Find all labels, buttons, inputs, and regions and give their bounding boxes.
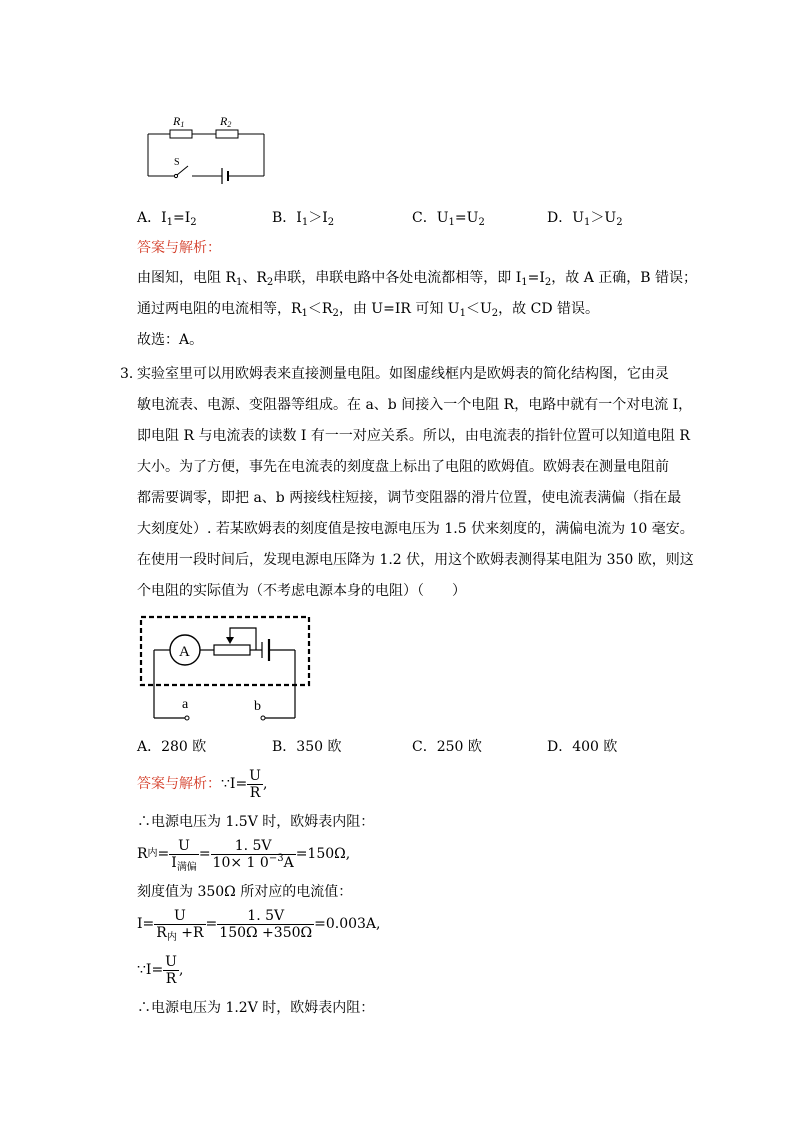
q3-stem-line: 实验室里可以用欧姆表来直接测量电阻。如图虚线框内是欧姆表的简化结构图，它由灵: [137, 366, 669, 382]
fraction-u-over-rsum: $\frac{U}{R_内 +R}$: [156, 907, 204, 943]
q3-line-350: 刻度值为 350Ω 所对应的电流值：: [137, 884, 353, 900]
q3-option-d[interactable]: D．400 欧: [547, 739, 618, 755]
q3-stem-line: 大小。为了方便，事先在电流表的刻度盘上标出了电阻的欧姆值。欧姆表在测量电阻前: [137, 459, 669, 475]
q2-answer-label: 答案与解析：: [137, 240, 221, 256]
q3-stem-line: 都需要调零，即把 a、b 两接线柱短接，调节变阻器的滑片位置，使电流表满偏（指在最: [137, 490, 682, 506]
fraction-u-over-r: $\frac{U}{R}$: [249, 767, 261, 801]
q3-line-1-2v: ∴电源电压为 1.2V 时，欧姆表内阻：: [137, 1000, 375, 1016]
q3-stem-line: 在使用一段时间后，发现电源电压降为 1.2 伏，用这个欧姆表测得某电阻为 350 欧，则这: [137, 552, 694, 568]
fraction-u-over-ifull: $\frac{U}{I_{满偏}}$: [171, 837, 197, 873]
q3-option-c[interactable]: C．250 欧: [412, 739, 482, 755]
q2-option-b[interactable]: B．$I_1>I_2$: [272, 210, 335, 228]
terminal-a-label: a: [182, 697, 189, 712]
q2-explanation-line-1: 由图知，电阻 $R_1$、$R_2$串联，串联电路中各处电流都相等，即 $I_1=I_2$，故 A 正确，B 错误；: [137, 270, 698, 288]
q2-option-a[interactable]: A．$I_1=I_2$: [137, 210, 197, 228]
switch-label: S: [174, 157, 180, 168]
q3-line-1-5v: ∴电源电压为 1.5V 时，欧姆表内阻：: [137, 814, 375, 830]
ohmmeter-circuit-diagram: [138, 612, 318, 724]
q3-current-formula: I= $\frac{U}{R_内 +R}$ = $\frac{1. 5V}{150\Omega +350\Omega}$ =0.003A,: [137, 907, 381, 943]
terminal-b-label: b: [254, 699, 261, 714]
resistor-r1-label: R1: [173, 114, 185, 129]
q2-explanation-line-2: 通过两电阻的电流相等，$R_1<R_2$，由 U=IR 可知 $U_1<U_2$，故 CD 错误。: [137, 301, 599, 319]
q3-option-a[interactable]: A．280 欧: [137, 739, 207, 755]
ammeter-label: A: [179, 644, 190, 660]
q3-number: 3．: [120, 366, 143, 382]
q3-stem-line: 即电阻 R 与电流表的读数 I 有一一对应关系。所以，由电流表的指针位置可以知道电阻 R: [137, 428, 690, 444]
q3-r-internal-formula: R 内 = $\frac{U}{I_{满偏}}$ = $\frac{1. 5V}{10\times 1 0^{-3}A}$ =150Ω,: [137, 837, 351, 873]
resistor-r2-label: R2: [220, 114, 232, 129]
q3-stem: [137, 364, 694, 612]
fraction-voltage-over-current: $\frac{1. 5V}{10\times 1 0^{-3}A}$: [212, 837, 294, 871]
q3-stem-line: 大刻度处）. 若某欧姆表的刻度值是按电源电压为 1.5 伏来刻度的，满偏电流为 10 毫安。: [137, 521, 694, 537]
q2-final-choice: 故选：A。: [137, 332, 204, 348]
fraction-voltage-over-resistance: $\frac{1. 5V}{150\Omega +350\Omega}$: [219, 907, 313, 941]
q2-option-c[interactable]: C．$U_1=U_2$: [412, 210, 485, 228]
fraction-u-over-r-2: $\frac{U}{R}$: [165, 953, 177, 987]
q3-stem-line: 个电阻的实际值为（不考虑电源本身的电阻）（ ）: [137, 583, 466, 599]
q3-stem-line: 敏电流表、电源、变阻器等组成。在 a、b 间接入一个电阻 R，电路中就有一个对电流 I，: [137, 397, 693, 413]
q3-formula-i-repeat: ∵I= $\frac{U}{R}$ ,: [137, 953, 184, 987]
q3-option-b[interactable]: B．350 欧: [272, 739, 342, 755]
q3-answer-row: 答案与解析： ∵I= $\frac{U}{R}$ ,: [137, 767, 268, 801]
q3-answer-label: 答案与解析：: [137, 776, 221, 792]
circuit-diagram-series: [140, 108, 275, 188]
q2-option-d[interactable]: D．$U_1>U_2$: [547, 210, 623, 228]
